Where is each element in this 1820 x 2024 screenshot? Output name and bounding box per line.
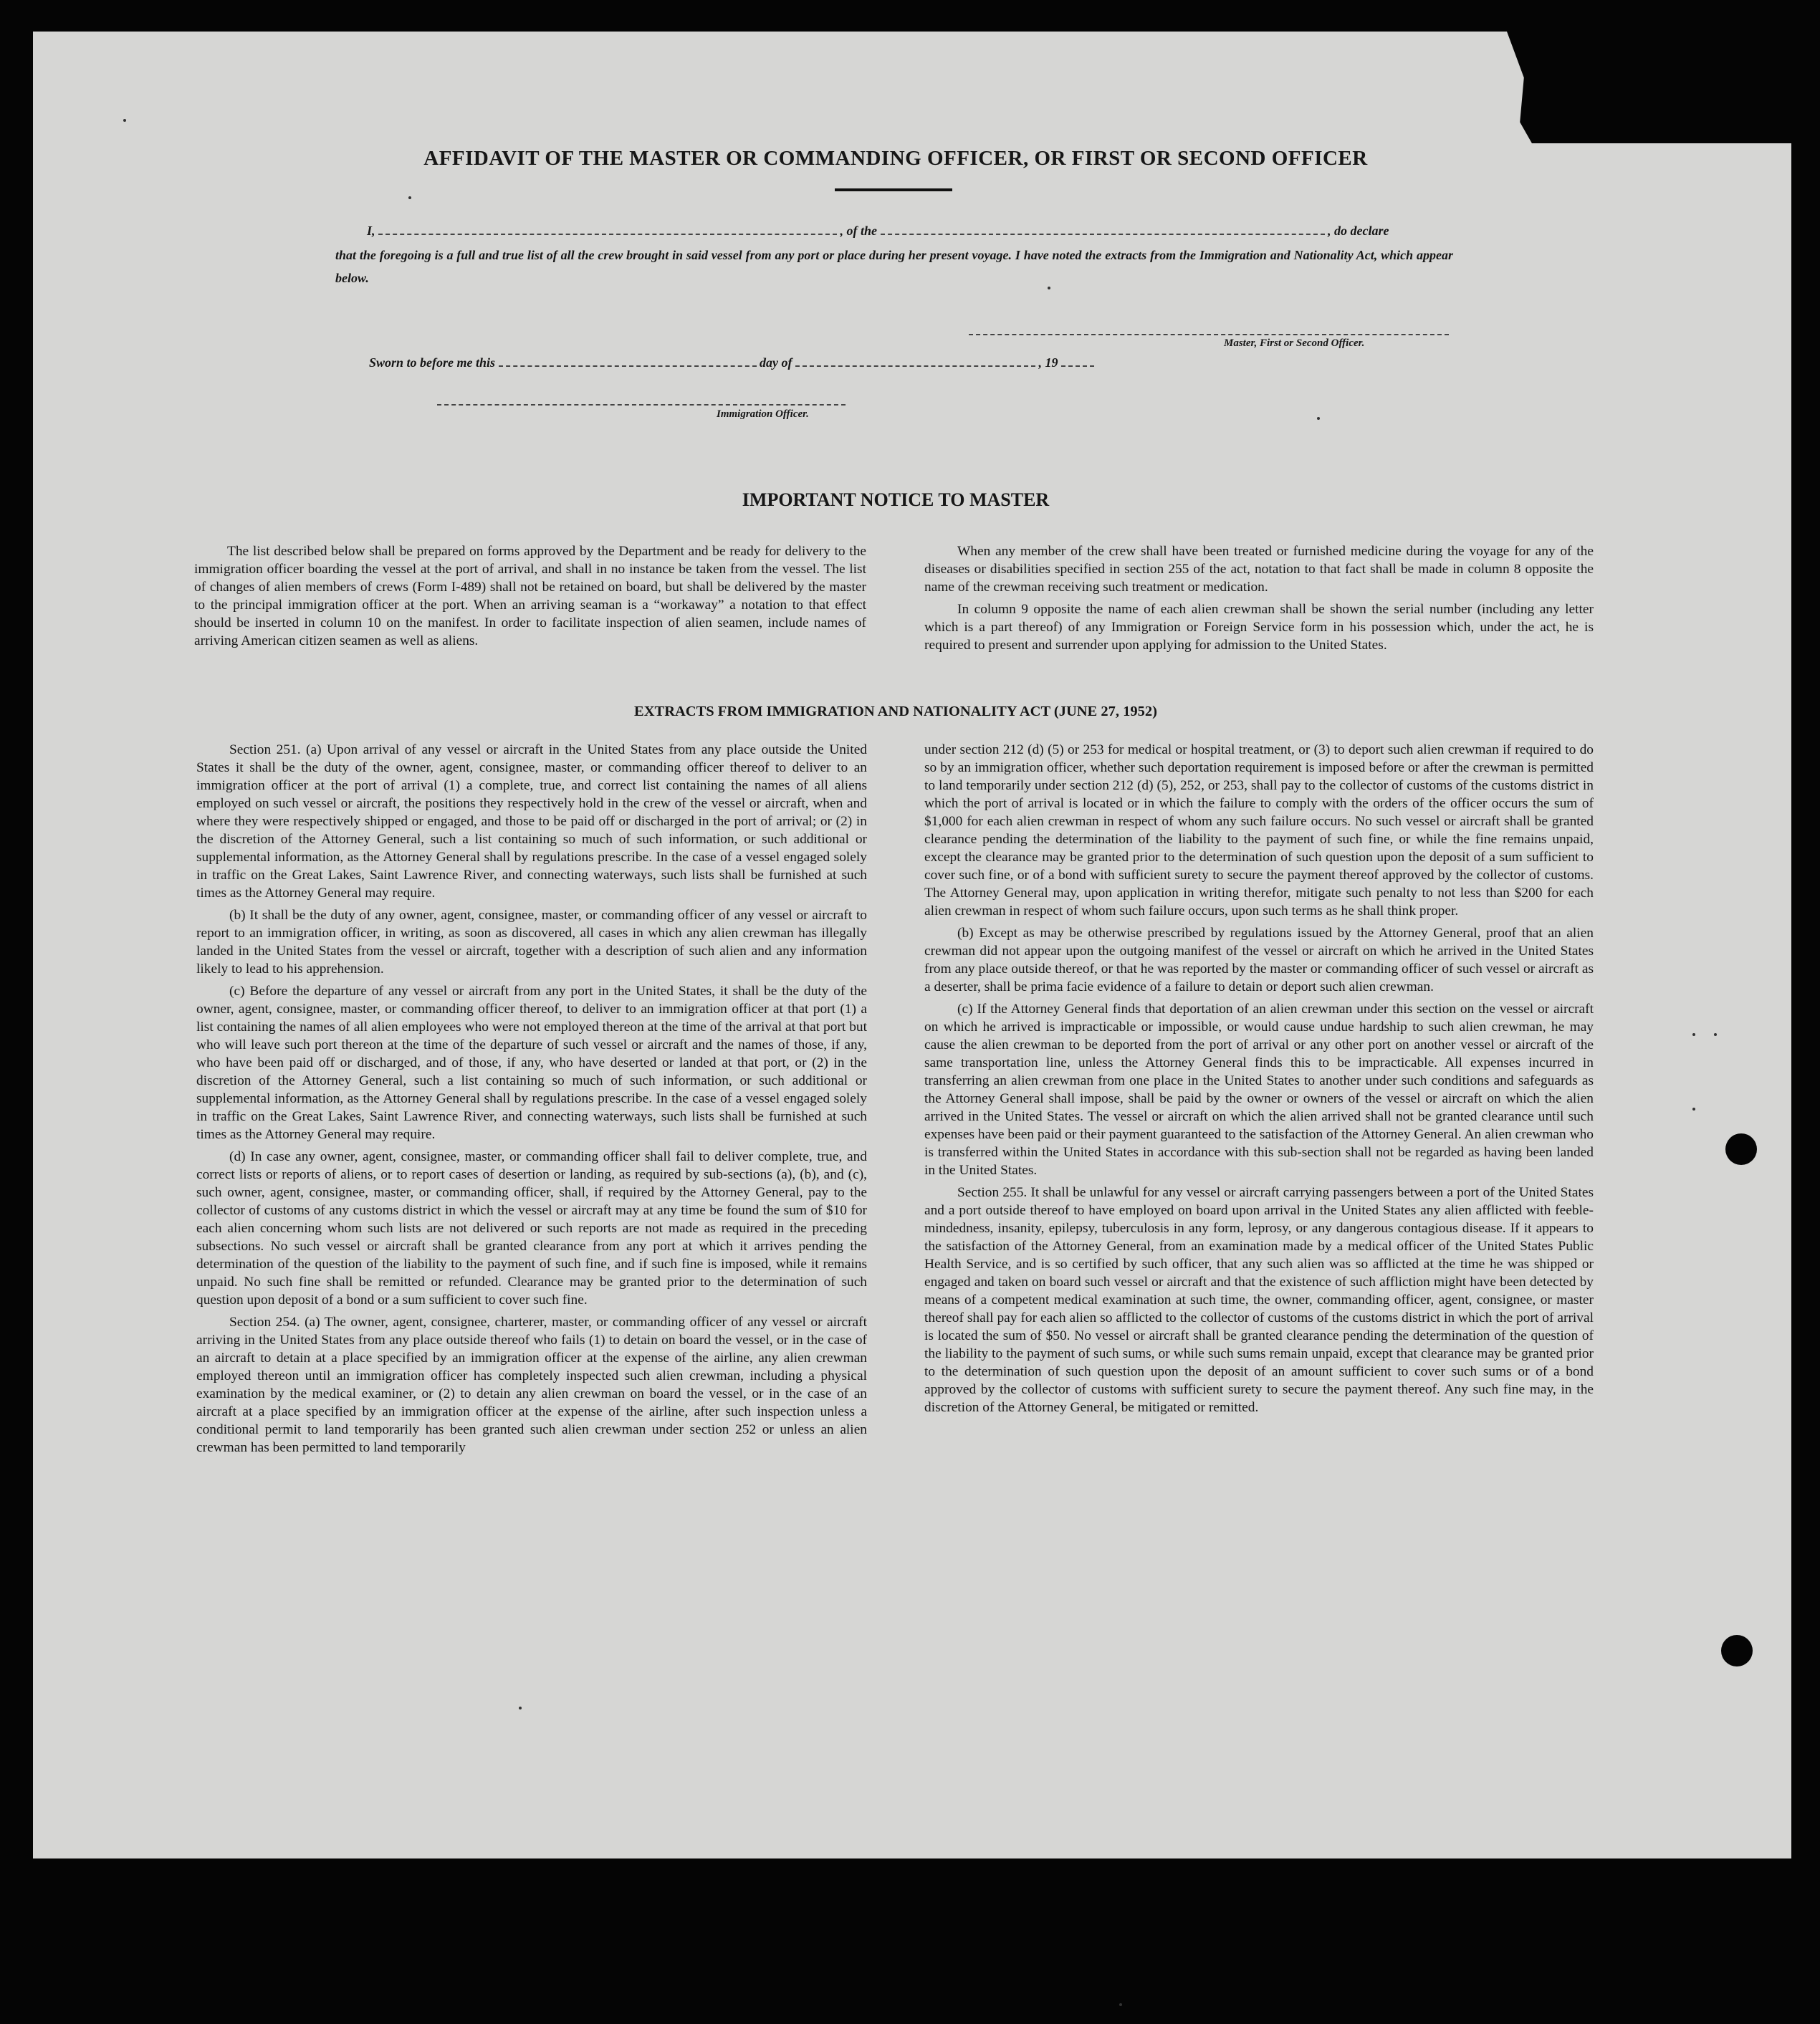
- year-label: , 19: [1038, 355, 1058, 370]
- speck: [519, 1707, 522, 1709]
- notice-left-paragraph: The list described below shall be prepared on forms approved by the Department and be ready for delivery to the immigration officer boarding the vessel at the port of arrival, and shall in no instance be taken from the vessel. The list of changes of alien members of crews (Form I-489) shall not be retained on board, but shall be delivered by the master to the principal immigration officer at the port. When an arriving seaman is a “workaway” a notation to that effect should be inserted in column 10 on the manifest. In order to facilitate inspection of alien seamen, include names of arriving American citizen seamen as well as aliens.: [194, 544, 866, 648]
- section-254-c: (c) If the Attorney General finds that deportation of an alien crewman under this section on the vessel or aircraft on which he arrived is impracticable or impossible, or would cause undue hardship to such alien crewman, he may cause the alien crewman to be deported from the port of arrival or any other port on another vessel or aircraft of the same transportation line, unless the Attorney General finds this to be impracticable. All expenses incurred in transferring an alien crewman from one place in the United States to another under such conditions and safeguards as the Attorney General shall impose, shall be paid by the owner or owners of the vessel or aircraft on which the alien arrived in the United States. The vessel or aircraft on which the alien arrived shall not be granted clearance until such expenses have been paid or their payment guaranteed to the satisfaction of the Attorney General. An alien crewman who is transferred within the United States in accordance with this sub-section shall not be regarded as having been landed in the United States.: [924, 1002, 1594, 1178]
- speck: [123, 119, 126, 122]
- speck: [1048, 287, 1050, 289]
- section-255: Section 255. It shall be unlawful for any vessel or aircraft carrying passengers between a port of the United States and a port outside thereof to have employed on board upon arrival in the United States any alien afflicted with feeble-mindedness, insanity, epilepsy, tuberculosis in any form, leprosy, or any dangerous contagious disease. If it appears to the satisfaction of the Attorney General, from an examination made by a medical officer of the United States Public Health Service, and is so certified by such officer, that any such alien was so afflicted at the time he was shipped or engaged and taken on board such vessel or aircraft and that the existence of such affliction might have been detected by means of a competent medical examination at such time, the owner, commanding officer, agent, consignee, or master thereof shall pay for each alien so afflicted to the collector of customs of the customs district in which the port of arrival is located the sum of $50. No vessel or aircraft shall be granted clearance pending the determination of the question of the liability to the payment of such sums, or while such sums remain unpaid, except that clearance may be granted prior to the determination of such question upon the deposit of an amount sufficient to cover such sums or of a bond approved by the collector of customs with sufficient surety to secure the payment thereof. Any such fine may, in the discretion of the Attorney General, be mitigated or remitted.: [924, 1185, 1594, 1415]
- declare-label: , do declare: [1328, 224, 1389, 238]
- immigration-officer-caption: Immigration Officer.: [717, 408, 809, 420]
- notice-right-column: [924, 542, 1594, 658]
- title-rule: [835, 188, 952, 191]
- speck: [1317, 417, 1320, 420]
- notice-right-paragraph-1: When any member of the crew shall have been treated or furnished medicine during the voyage for any of the diseases or disabilities specified in section 255 of the act, notation to that fact shall be made in column 8 opposite the name of the crewman receiving such treatment or medication.: [924, 544, 1594, 595]
- name-blank[interactable]: [378, 226, 837, 235]
- extracts-right-column: [924, 741, 1594, 1421]
- section-251-d: (d) In case any owner, agent, consignee, master, or commanding officer shall fail to deliver complete, true, and correct lists or reports of aliens, or to report cases of desertion or landing, as required by sub-sections (a), (b), and (c), such owner, agent, consignee, master, or commanding officer, shall, if required by the Attorney General, pay to the collector of customs of any customs district in which the vessel or aircraft may at any time be found the sum of $10 for each alien concerning whom such lists are not delivered or such reports are not made as required in the preceding subsections. No such vessel or aircraft shall be granted clearance from any port at which it arrives pending the determination of the question of the liability to the payment of such fine, and if such fine is imposed, while it remains unpaid. No such fine shall be remitted or refunded. Clearance may be granted prior to the determination of such question upon deposit of a bond or a sum sufficient to cover such fine.: [196, 1149, 867, 1308]
- torn-corner: [1462, 32, 1562, 196]
- section-254-b: (b) Except as may be otherwise prescribed by regulations issued by the Attorney General, proof that an alien crewman did not appear upon the outgoing manifest of the vessel or aircraft on which he arrived in the United States from any place outside thereof, or that he was reported by the master or commanding officer of such vessel or aircraft as a deserter, shall be prima facie evidence of a failure to detain or deport such alien crewman.: [924, 926, 1594, 994]
- declaration-statement: that the foregoing is a full and true list of all the crew brought in said vessel from any port or place during her present voyage. I have noted the extracts from the Immigration and Nationality Act, which appear below.: [335, 248, 1453, 285]
- sworn-label: Sworn to before me this: [369, 355, 496, 370]
- extracts-title: EXTRACTS FROM IMMIGRATION AND NATIONALITY ACT (JUNE 27, 1952): [634, 704, 1157, 719]
- notice-right-paragraph-2: In column 9 opposite the name of each alien crewman shall be shown the serial number (including any letter which is a part thereof) of any Immigration or Foreign Service form in his possession which, under the act, he is required to present and surrender upon applying for admission to the United States.: [924, 602, 1594, 653]
- immigration-officer-signature-line[interactable]: [437, 404, 846, 406]
- binder-hole-upper: [1725, 1133, 1757, 1165]
- notice-title: IMPORTANT NOTICE TO MASTER: [742, 489, 1050, 510]
- binder-hole-lower: [1721, 1635, 1753, 1666]
- declaration-line: [367, 224, 1389, 239]
- section-254-a: Section 254. (a) The owner, agent, consignee, charterer, master, or commanding officer of any vessel or aircraft arriving in the United States from any place outside thereof who fails (1) to detain on board the vessel, or in the case of an aircraft to detain at a place specified by an immigration officer at the expense of the airline, any alien crewman employed thereon until an immigration officer has completely inspected such alien crewman, including a physical examination by the medical examiner, or (2) to detain any alien crewman on board the vessel, or in the case of an aircraft at a place specified by an immigration officer at the expense of the airline, after such inspection unless a conditional permit to land temporarily has been granted such alien crewman under section 252 or unless an alien crewman has been permitted to land temporarily: [196, 1315, 867, 1455]
- sworn-month-blank[interactable]: [795, 358, 1035, 367]
- sworn-day-blank[interactable]: [499, 358, 757, 367]
- vessel-blank[interactable]: [881, 226, 1325, 235]
- section-251-a: Section 251. (a) Upon arrival of any vessel or aircraft in the United States from any place outside the United States it shall be the duty of the owner, agent, consignee, master, or commanding officer thereof to deliver to an immigration officer at the port of arrival (1) a complete, true, and correct list containing the names of all aliens employed on such vessel or aircraft, the positions they respectively hold in the crew of the vessel or aircraft, when and where they were respectively shipped or engaged, and those to be paid off or discharged in the port of arrival; or (2) in the discretion of the Attorney General, such a list containing so much of such information, or such additional or supplemental information, as the Attorney General shall by regulations prescribe. In the case of a vessel engaged solely in traffic on the Great Lakes, Saint Lawrence River, and connecting waterways, such lists shall be furnished at such times as the Attorney General may require.: [196, 742, 867, 901]
- notice-left-column: [194, 542, 866, 654]
- of-the-label: , of the: [840, 224, 878, 238]
- speck: [1692, 1108, 1695, 1111]
- master-caption: Master, First or Second Officer.: [1224, 337, 1365, 349]
- speck: [1714, 1033, 1717, 1036]
- section-254-a-continued: under section 212 (d) (5) or 253 for medical or hospital treatment, or (3) to deport such alien crewman if required to do so by an immigration officer, whether such deportation requirement is imposed before or after the crewman is permitted to land temporarily under section 212 (d) (5), 252, or 253, shall pay to the collector of customs of the customs district in which the port of arrival is located or in which the failure to comply with the orders of the officer occurs the sum of $1,000 for each alien crewman in respect of whom any such failure occurs. No such vessel or aircraft shall be granted clearance pending the determination of the liability to the payment of such fine, or while the fine remains unpaid, except the clearance may be granted prior to the determination of such question upon the deposit of a sum sufficient to cover such fine, or of a bond with sufficient surety to secure the payment thereof approved by the collector of customs. The Attorney General may, upon application in writing therefor, mitigate such penalty to not less than $200 for each alien crewman in respect of whom such failure occurs, upon such terms as he shall think proper.: [924, 742, 1594, 919]
- speck: [408, 196, 411, 199]
- extracts-left-column: [196, 741, 867, 1461]
- sworn-line: [369, 355, 1094, 370]
- sworn-year-blank[interactable]: [1061, 358, 1094, 367]
- i-label: I,: [367, 224, 375, 238]
- section-251-c: (c) Before the departure of any vessel or aircraft from any port in the United States, it shall be the duty of the owner, agent, consignee, master, or commanding officer thereof, to deliver to an immigration officer at that port (1) a list containing the names of all alien employees who were not employed thereon at the time of the arrival at that port but who will leave such port thereon at the time of the departure of such vessel or aircraft and the names of those, if any, who have been paid off or discharged, and of those, if any, who have deserted or landed at that port, or (2) in the discretion of the Attorney General, such a list containing so much of such information, or such additional or supplemental information, as the Attorney General shall by regulations prescribe. In the case of a vessel engaged solely in traffic on the Great Lakes, Saint Lawrence River, and connecting waterways, such lists shall be furnished at such times as the Attorney General may require.: [196, 984, 867, 1142]
- master-signature-line[interactable]: [969, 334, 1449, 335]
- day-of-label: day of: [760, 355, 792, 370]
- affidavit-title: AFFIDAVIT OF THE MASTER OR COMMANDING OFFICER, OR FIRST OR SECOND OFFICER: [423, 147, 1368, 170]
- section-251-b: (b) It shall be the duty of any owner, agent, consignee, master, or commanding officer of any vessel or aircraft to report to an immigration officer, in writing, as soon as discovered, all cases in which any alien crewman has illegally landed in the United States from the vessel or aircraft, together with a description of such alien and any information likely to lead to his apprehension.: [196, 908, 867, 977]
- speck: [1692, 1033, 1695, 1036]
- speck: [1119, 2003, 1122, 2006]
